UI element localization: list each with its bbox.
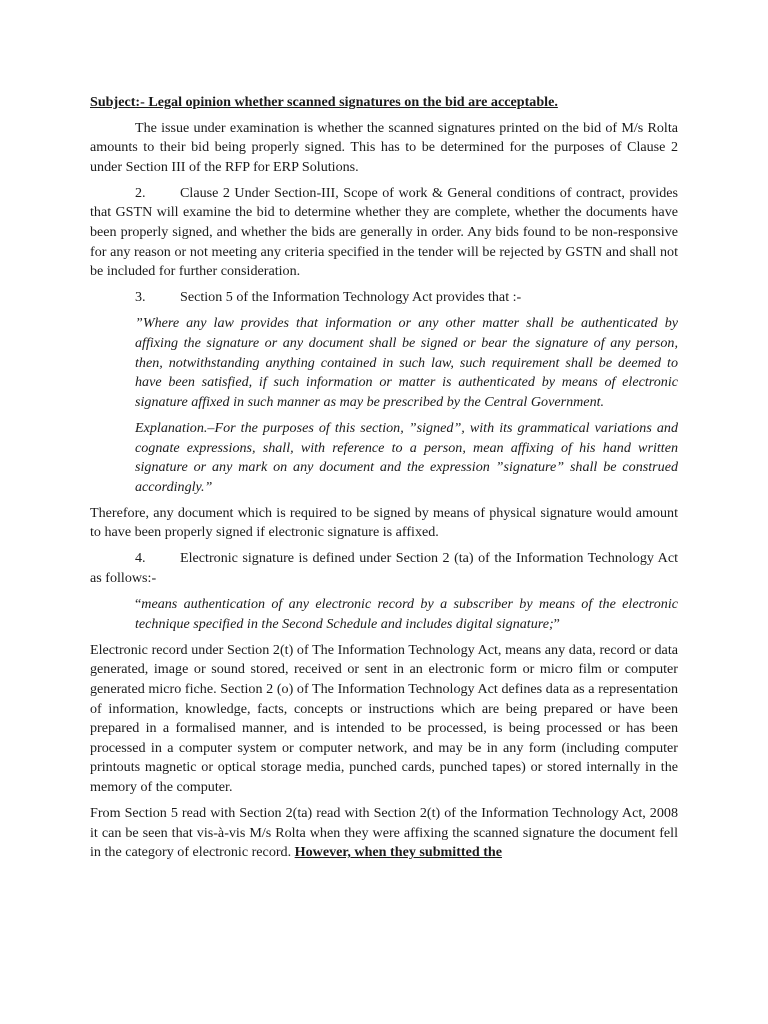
paragraph-text: Clause 2 Under Section-III, Scope of work & General conditions of contract, provides that GSTN will examine the bid to determine whether they are complete, whether the documents have been properly signed, and whether the bids are generally in order. Any bids found to be non-responsive for any reason or not meeting any criteria specified in the tender will be rejected by GSTN and shall not be included for further consideration. xyxy=(90,184,678,280)
paragraph-number: 4. xyxy=(135,550,146,567)
paragraph-number: 2. xyxy=(135,184,146,201)
quote-section-5: ”Where any law provides that information or any other matter shall be authenticated by affixing the signature or any document shall be signed or bear the signature of any person, then, notwithstanding anything contained in such law, such requirement shall be deemed to have been satisfied, if such information or matter is authenticated by means of electronic signature affixed in such manner as may be prescribed by the Central Government. xyxy=(135,315,678,410)
paragraph-4 xyxy=(90,549,678,588)
close-quote: ” xyxy=(553,615,560,632)
paragraph-3 xyxy=(90,288,678,308)
subject-heading: Subject:- Legal opinion whether scanned signatures on the bid are acceptable. xyxy=(90,94,558,110)
paragraph-text: From Section 5 read with Section 2(ta) read with Section 2(t) of the Information Technology Act, 2008 it can be seen that vis-à-vis M/s Rolta when they were affixing the scanned signature the document fell in the category of electronic record. xyxy=(90,805,678,861)
paragraph-therefore: Therefore, any document which is required to be signed by means of physical signature would amount to have been properly signed if electronic signature is affixed. xyxy=(90,504,678,541)
paragraph-text: Section 5 of the Information Technology Act provides that :- xyxy=(180,289,522,306)
open-quote: “ xyxy=(135,596,142,613)
paragraph-conclusion xyxy=(90,804,678,863)
paragraph-number: 3. xyxy=(135,289,146,306)
paragraph-1: The issue under examination is whether the scanned signatures printed on the bid of M/s Rolta amounts to their bid being properly signed. This has to be determined for the purposes of Clause 2 under Section III of the RFP for ERP Solutions. xyxy=(90,119,678,175)
emphasis-text: However, when they submitted the xyxy=(294,844,503,861)
quote-text: means authentication of any electronic record by a subscriber by means of the electronic technique specified in the Second Schedule and includes digital signature; xyxy=(135,596,678,632)
paragraph-text: Electronic signature is defined under Section 2 (ta) of the Information Technology Act as follows:- xyxy=(90,550,678,587)
paragraph-2 xyxy=(90,184,678,282)
document-page xyxy=(90,93,678,869)
paragraph-electronic-record: Electronic record under Section 2(t) of The Information Technology Act, means any data, record or data generated, image or sound stored, received or sent in an electronic form or micro film or computer generated micro fiche. Section 2 (o) of The Information Technology Act defines data as a representation of information, knowledge, facts, concepts or instructions which are being prepared or have been prepared in a formalised manner, and is intended to be processed, is being processed or has been processed in a computer system or computer network, and may be in any form (including computer printouts magnetic or optical storage media, punched cards, punched tapes) or stored internally in the memory of the computer. xyxy=(90,641,678,795)
quote-explanation: Explanation.–For the purposes of this section, ”signed”, with its grammatical variations and cognate expressions, shall, with reference to a person, mean affixing of his hand written signature or any mark on any document and the expression ”signature” shall be construed accordingly.” xyxy=(135,419,678,495)
quote-definition xyxy=(135,595,678,634)
